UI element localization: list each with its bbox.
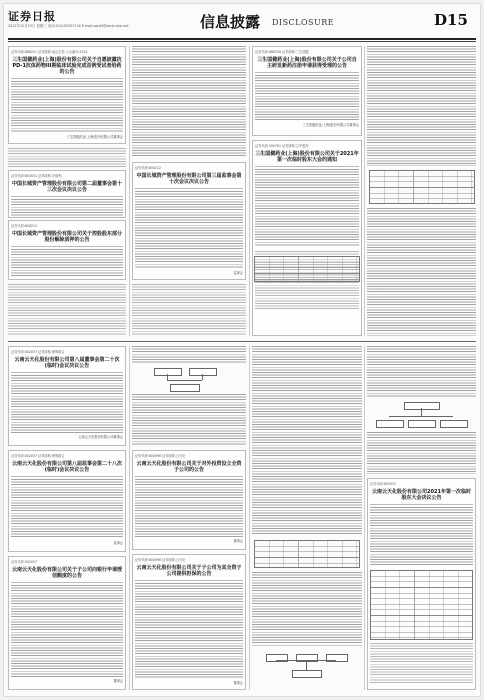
- stock-code: 证券代码:002037 证券简称:保利联合: [11, 454, 65, 458]
- stock-code: 证券代码:603031: [370, 482, 396, 486]
- notice-body: [252, 572, 362, 646]
- notice: [132, 554, 246, 690]
- stock-code: 证券代码:603031 证券简称:安德利: [11, 174, 62, 178]
- notice-signature: 云南云天化股份有限公司董事会: [78, 434, 123, 439]
- notice-body: [11, 81, 123, 133]
- column-rule: [249, 46, 250, 336]
- diagram-box: [189, 368, 217, 376]
- notice-body-continued: [132, 284, 246, 336]
- notice: [252, 140, 362, 336]
- notice-body: [367, 432, 476, 474]
- data-table: [369, 170, 475, 204]
- diagram-box: [266, 654, 288, 662]
- stock-code: 证券代码:600212: [135, 166, 161, 170]
- notice-title: 三生国健药业(上海)股份有限公司关于自愿披露抗PD-1抗体药物III期临床试验完成首例受试者给药的公告: [11, 56, 123, 79]
- notice-signature: 三生国健药业(上海)股份有限公司董事会: [302, 122, 359, 127]
- notice-body: [132, 46, 246, 158]
- notice: [8, 220, 126, 280]
- section-subtitle: DISCLOSURE: [272, 18, 335, 27]
- notice-body: [11, 249, 123, 277]
- diagram-box: [170, 384, 200, 392]
- notice-signature: 监事会: [113, 540, 123, 545]
- stock-code: 证券代码:600096 证券简称:云天化: [135, 558, 186, 562]
- notice-body: [132, 394, 246, 446]
- notice-body: [252, 346, 362, 536]
- stock-code: 证券代码:002037: [11, 560, 37, 564]
- notice-body: [255, 75, 359, 121]
- notice: [8, 346, 126, 446]
- notice-title: 三生国健药业(上海)股份有限公司关于公司自主研发新药注册申请获得受理的公告: [255, 56, 359, 73]
- notice-body: [367, 208, 476, 336]
- diagram-box: [296, 654, 318, 662]
- stock-code: 证券代码:600212: [11, 224, 37, 228]
- masthead-rule: [8, 38, 476, 40]
- notice-signature: 董事会: [233, 538, 243, 543]
- notice-body-continued: [132, 346, 246, 364]
- notice-body: [8, 148, 126, 168]
- notice-body-continued: [132, 46, 246, 158]
- notice-body: [370, 507, 473, 567]
- diagram-box: [404, 402, 440, 410]
- notice: [8, 556, 126, 690]
- notice: [8, 450, 126, 552]
- notice-body: [367, 46, 476, 166]
- section-title: 信息披露: [200, 13, 261, 31]
- masthead-meta: 2021年12月15日 星期三 电话:010-83251716 E-mail:zqrb9@zqrb.sina.net: [8, 24, 129, 28]
- notice-body: [255, 169, 359, 247]
- diagram-box: [408, 420, 436, 428]
- notice-signature: 三生国健药业(上海)股份有限公司董事会: [66, 134, 123, 139]
- notice-body: [11, 479, 123, 539]
- stock-code: 证券代码:300761 证券简称:立华股份: [255, 144, 309, 148]
- notice-body: [11, 585, 123, 677]
- notice-body: [370, 643, 473, 683]
- notice: [132, 450, 246, 550]
- notice-title: 云南云天化股份有限公司2021年第一次临时股东大会决议公告: [370, 488, 473, 505]
- notice-body: [367, 346, 476, 398]
- column-rule: [129, 46, 130, 336]
- notice: [8, 46, 126, 144]
- notice-title: 云南云天化股份有限公司关于对外投资设立全资子公司的公告: [135, 460, 243, 477]
- notice-title: 三生国健药业(上海)股份有限公司关于2021年第一次临时股东大会的通知: [255, 150, 359, 167]
- column-rule: [249, 346, 250, 690]
- newspaper-logo: 证券日报: [8, 10, 56, 23]
- notice-title: 云南云天化股份有限公司第八届监事会第二十八次(临时)会议决议公告: [11, 460, 123, 477]
- section-divider: [8, 341, 476, 342]
- notice-body-continued: [367, 346, 476, 398]
- notice-title: 云南云天化股份有限公司关于子公司为其全资子公司提供担保的公告: [135, 564, 243, 581]
- notice-body: [8, 284, 126, 336]
- notice-title: 中国长城资产管理股份有限公司关于控股股东部分股份解除质押的公告: [11, 230, 123, 247]
- newspaper-page: [4, 4, 480, 696]
- notice-body: [11, 375, 123, 433]
- diagram-box: [376, 420, 404, 428]
- notice-body-continued: [367, 432, 476, 474]
- notice-body-continued: [367, 46, 476, 166]
- notice-body-continued: [132, 394, 246, 446]
- column-rule: [364, 46, 365, 336]
- stock-code: 证券代码:688221 证券简称:前沿生物 公告编号:2021-: [11, 50, 89, 54]
- masthead-rule-thin: [8, 41, 476, 42]
- notice: [252, 46, 362, 136]
- notice-body-continued: [252, 346, 362, 536]
- notice-body-continued: [252, 572, 362, 646]
- stock-code: 证券代码:688336 证券简称:三生国健: [255, 50, 309, 54]
- diagram-box: [440, 420, 468, 428]
- page-number: D15: [434, 11, 468, 29]
- stock-code: 证券代码:600096 证券简称:云天化: [135, 454, 186, 458]
- notice-signature: 监事会: [233, 270, 243, 275]
- data-table: [254, 256, 360, 282]
- notice: [367, 478, 476, 690]
- notice-title: 中国长城资产管理股份有限公司第三届监事会第十次会议决议公告: [135, 172, 243, 189]
- notice-title: 云南云天化股份有限公司第八届董事会第二十次(临时)会议决议公告: [11, 356, 123, 373]
- notice: [132, 162, 246, 280]
- notice-body: [132, 284, 246, 336]
- diagram-box: [292, 670, 322, 678]
- data-table: [370, 570, 473, 640]
- notice-body-continued: [8, 148, 126, 168]
- notice-title: 云南云天化股份有限公司关于子公司向银行申请授信额度的公告: [11, 566, 123, 583]
- notice-body-continued: [8, 284, 126, 336]
- notice-body: [132, 346, 246, 364]
- notice-body: [135, 583, 243, 679]
- diagram-box: [326, 654, 348, 662]
- notice-signature: 董事会: [233, 680, 243, 685]
- notice-title: 中国长城资产管理股份有限公司第二届董事会第十三次会议决议公告: [11, 180, 123, 197]
- data-table: [254, 540, 360, 568]
- notice-body: [11, 199, 123, 217]
- notice-body: [135, 479, 243, 537]
- notice-body: [135, 191, 243, 269]
- column-rule: [129, 346, 130, 690]
- stock-code: 证券代码:002037 证券简称:保利联合: [11, 350, 65, 354]
- notice-body-continued: [367, 208, 476, 336]
- notice-signature: 董事会: [113, 678, 123, 683]
- column-rule: [364, 346, 365, 690]
- diagram-box: [154, 368, 182, 376]
- notice: [8, 170, 126, 218]
